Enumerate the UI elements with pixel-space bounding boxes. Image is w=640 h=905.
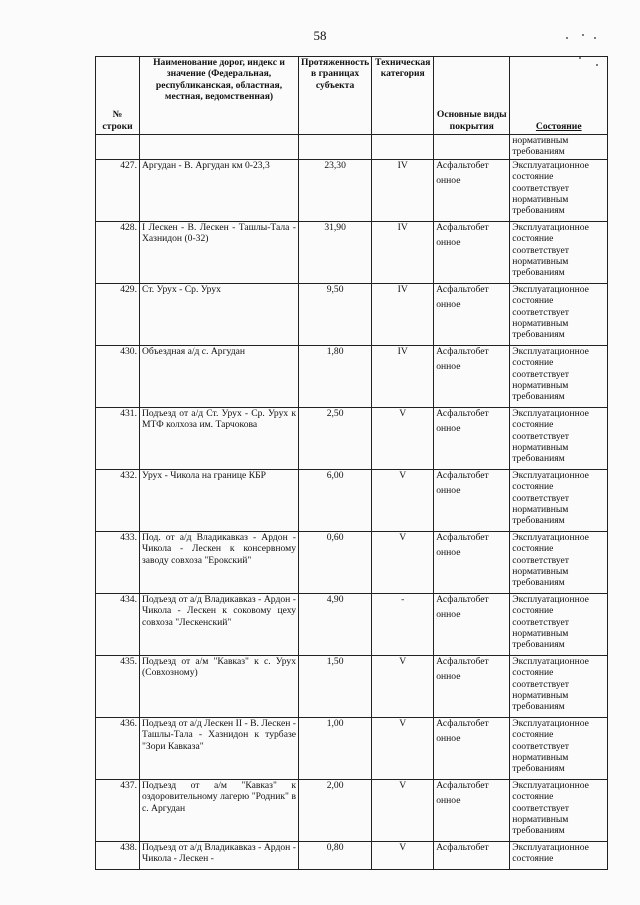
table-row [96, 160, 608, 222]
cell-surface [434, 346, 510, 408]
surface-line-2: онное [436, 237, 461, 249]
cell-length: 6,00 [299, 470, 372, 532]
surface-line-2: онное [436, 795, 461, 807]
header-condition: Состояние [510, 57, 608, 135]
cell-condition: Эксплуатационное состояние соответствует нормативным требованиям [510, 780, 608, 842]
cell-condition: Эксплуатационное состояние соответствует нормативным требованиям [510, 718, 608, 780]
surface-line-1: Асфальтобет [436, 470, 489, 481]
cell-category: IV [372, 222, 434, 284]
cell-row-number: 428. [96, 222, 140, 284]
cell-condition: Эксплуатационное состояние соответствует нормативным требованиям [510, 222, 608, 284]
cell-road-name: Подъезд от а/д Лескен II - В. Лескен - Ташлы-Тала - Хазнидон к турбазе "Зори Кавказа" [140, 718, 299, 780]
cell-category: V [372, 470, 434, 532]
cell-category: V [372, 842, 434, 870]
cell-length: 31,90 [299, 222, 372, 284]
table-header-row [96, 57, 608, 135]
table-row [96, 842, 608, 870]
cell-surface [434, 656, 510, 718]
cell-length: 1,50 [299, 656, 372, 718]
cell-condition: Эксплуатационное состояние [510, 842, 608, 870]
surface-line-2: онное [436, 423, 461, 435]
continuation-row [96, 135, 608, 160]
cell-category: V [372, 718, 434, 780]
cell-category [372, 135, 434, 160]
cell-row-number: 434. [96, 594, 140, 656]
surface-line-1: Асфальтобет [436, 222, 489, 233]
cell-length: 1,80 [299, 346, 372, 408]
surface-line-1: Асфальтобет [436, 656, 489, 667]
cell-row-number: 438. [96, 842, 140, 870]
surface-line-2: онное [436, 299, 461, 311]
cell-road-name: Объездная а/д с. Аргудан [140, 346, 299, 408]
cell-surface [434, 470, 510, 532]
cell-road-name: Подъезд от а/м "Кавказ" к с. Урух (Совхозному) [140, 656, 299, 718]
cell-category: - [372, 594, 434, 656]
surface-line-2: онное [436, 733, 461, 745]
surface-line-1: Асфальтобет [436, 284, 489, 295]
cell-category: V [372, 532, 434, 594]
table-row [96, 284, 608, 346]
cell-row-number: 427. [96, 160, 140, 222]
cell-length: 0,60 [299, 532, 372, 594]
table-row [96, 532, 608, 594]
cell-row-number: 429. [96, 284, 140, 346]
table-row [96, 780, 608, 842]
cell-length: 2,00 [299, 780, 372, 842]
surface-line-2: онное [436, 609, 461, 621]
cell-category: IV [372, 284, 434, 346]
cell-row-number: 430. [96, 346, 140, 408]
cell-road-name: Подъезд от а/м "Кавказ" к оздоровительному лагерю "Родник" в с. Аргудан [140, 780, 299, 842]
cell-category: IV [372, 346, 434, 408]
surface-line-1: Асфальтобет [436, 842, 489, 853]
header-row-number: № строки [96, 57, 140, 135]
table-row [96, 222, 608, 284]
surface-line-2: онное [436, 671, 461, 683]
cell-row-number: 432. [96, 470, 140, 532]
cell-length: 2,50 [299, 408, 372, 470]
cell-road-name: Под. от а/д Владикавказ - Ардон - Чикола - Лескен к консервному заводу совхоза "Ерокский" [140, 532, 299, 594]
cell-row-number [96, 135, 140, 160]
surface-line-1: Асфальтобет [436, 594, 489, 605]
header-category: Техническая категория [372, 57, 434, 135]
surface-line-2: онное [436, 361, 461, 373]
cell-condition: Эксплуатационное состояние соответствует нормативным требованиям [510, 346, 608, 408]
page-number: 58 [313, 28, 327, 43]
surface-line-2: онное [436, 547, 461, 559]
cell-road-name: Подъезд от а/д Владикавказ - Ардон - Чикола - Лескен к соковому цеху совхоза "Лескенский" [140, 594, 299, 656]
scan-speck [594, 37, 596, 39]
cell-condition: Эксплуатационное состояние соответствует нормативным требованиям [510, 470, 608, 532]
cell-road-name: Подъезд от а/д Ст. Урух - Ср. Урух к МТФ колхоза им. Тарчокова [140, 408, 299, 470]
table-row [96, 408, 608, 470]
cell-road-name [140, 135, 299, 160]
cell-road-name: I Лескен - В. Лескен - Ташлы-Тала - Хазнидон (0-32) [140, 222, 299, 284]
cell-road-name: Аргудан - В. Аргудан км 0-23,3 [140, 160, 299, 222]
cell-length: 1,00 [299, 718, 372, 780]
surface-line-2: онное [436, 485, 461, 497]
cell-category: V [372, 780, 434, 842]
scan-speck [582, 34, 584, 36]
table-row [96, 594, 608, 656]
cell-row-number: 431. [96, 408, 140, 470]
cell-condition: нормативным требованиям [510, 135, 608, 160]
cell-surface [434, 718, 510, 780]
cell-surface [434, 135, 510, 160]
surface-line-1: Асфальтобет [436, 160, 489, 171]
table-row [96, 656, 608, 718]
cell-row-number: 435. [96, 656, 140, 718]
cell-surface [434, 780, 510, 842]
cell-condition: Эксплуатационное состояние соответствует нормативным требованиям [510, 408, 608, 470]
surface-line-2: онное [436, 175, 461, 187]
cell-length: 0,80 [299, 842, 372, 870]
cell-row-number: 436. [96, 718, 140, 780]
cell-surface [434, 160, 510, 222]
cell-road-name: Ст. Урух - Ср. Урух [140, 284, 299, 346]
surface-line-1: Асфальтобет [436, 346, 489, 357]
cell-surface [434, 284, 510, 346]
surface-line-1: Асфальтобет [436, 408, 489, 419]
surface-line-1: Асфальтобет [436, 780, 489, 791]
surface-line-1: Асфальтобет [436, 532, 489, 543]
cell-surface [434, 594, 510, 656]
cell-condition: Эксплуатационное состояние соответствует нормативным требованиям [510, 160, 608, 222]
table-row [96, 346, 608, 408]
scan-speck [566, 37, 568, 39]
header-road-name: Наименование дорог, индекс и значение (Федеральная, республиканская, областная, местная, ведомственная) [140, 57, 299, 135]
cell-category: V [372, 408, 434, 470]
cell-row-number: 433. [96, 532, 140, 594]
cell-length [299, 135, 372, 160]
cell-surface [434, 842, 510, 870]
surface-line-1: Асфальтобет [436, 718, 489, 729]
cell-length: 23,30 [299, 160, 372, 222]
cell-length: 4,90 [299, 594, 372, 656]
cell-condition: Эксплуатационное состояние соответствует нормативным требованиям [510, 656, 608, 718]
cell-surface [434, 532, 510, 594]
roads-table [95, 56, 608, 870]
table-row [96, 470, 608, 532]
table-row [96, 718, 608, 780]
cell-road-name: Урух - Чикола на границе КБР [140, 470, 299, 532]
cell-category: IV [372, 160, 434, 222]
header-surface: Основные виды покрытия [434, 57, 510, 135]
cell-length: 9,50 [299, 284, 372, 346]
cell-surface [434, 222, 510, 284]
cell-condition: Эксплуатационное состояние соответствует нормативным требованиям [510, 284, 608, 346]
cell-row-number: 437. [96, 780, 140, 842]
cell-condition: Эксплуатационное состояние соответствует нормативным требованиям [510, 594, 608, 656]
cell-condition: Эксплуатационное состояние соответствует нормативным требованиям [510, 532, 608, 594]
cell-road-name: Подъезд от а/д Владикавказ - Ардон - Чикола - Лескен - [140, 842, 299, 870]
header-length: Протяженность в границах субъекта [299, 57, 372, 135]
cell-surface [434, 408, 510, 470]
cell-category: V [372, 656, 434, 718]
